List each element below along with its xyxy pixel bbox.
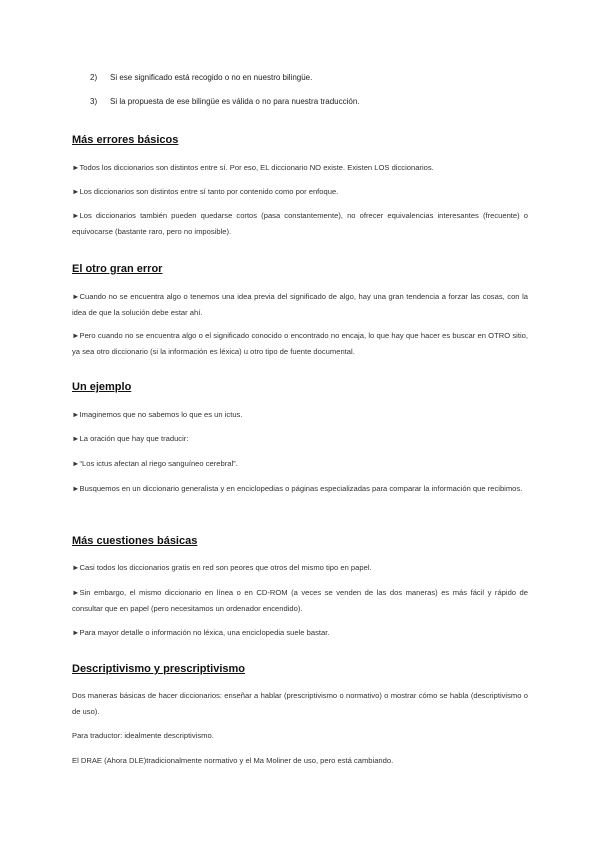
section-heading: El otro gran error (72, 263, 163, 275)
paragraph: ►Busquemos en un diccionario generalista y en enciclopedias o páginas especializadas para comparar la información que recibimos. (72, 484, 523, 493)
paragraph: Para traductor: idealmente descriptivismo. (72, 731, 214, 740)
paragraph: ►Sin embargo, el mismo diccionario en línea o en CD-ROM (a veces se venden de las dos maneras) es más fácil y rápido de consultar que en papel (pero necesitamos un ordenador encendido). (72, 588, 528, 613)
paragraph: ►Todos los diccionarios son distintos entre sí. Por eso, EL diccionario NO existe. Existen LOS diccionarios. (72, 163, 434, 172)
paragraph: ►Los diccionarios también pueden quedarse cortos (pasa constantemente), no ofrecer equivalencias interesantes (frecuente) o equivocarse (bastante raro, pero no imposible). (72, 211, 528, 236)
paragraph: ►Los diccionarios son distintos entre sí tanto por contenido como por enfoque. (72, 187, 339, 196)
section-heading: Descriptivismo y prescriptivismo (72, 663, 246, 675)
paragraph: ►Para mayor detalle o información no léxica, una enciclopedia suele bastar. (72, 628, 330, 637)
paragraph: ►La oración que hay que traducir: (72, 434, 189, 443)
paragraph: ►“Los ictus afectan al riego sanguíneo cerebral”. (72, 459, 238, 468)
item-text: Si ese significado está recogido o no en nuestro bilingüe. (110, 73, 313, 82)
paragraph: El DRAE (Ahora DLE)tradicionalmente normativo y el Ma Moliner de uso, pero está cambiando. (72, 756, 394, 765)
paragraph: ►Cuando no se encuentra algo o tenemos una idea previa del significado de algo, hay una gran tendencia a forzar las cosas, con la idea de que la solución debe estar ahí. (72, 292, 528, 317)
item-number: 2) (90, 73, 98, 82)
paragraph: ►Casi todos los diccionarios gratis en red son peores que otros del mismo tipo en papel. (72, 563, 372, 572)
item-number: 3) (90, 97, 98, 106)
section-heading: Un ejemplo (72, 381, 132, 393)
paragraph: ►Pero cuando no se encuentra algo o el significado conocido o encontrado no encaja, lo que hay que hacer es buscar en OTRO sitio, ya sea otro diccionario (si la información es léxica) u otro tipo de fuente documental. (72, 331, 528, 356)
item-text: Si la propuesta de ese bilingüe es válida o no para nuestra traducción. (110, 97, 360, 106)
paragraph: ►Imaginemos que no sabemos lo que es un ictus. (72, 410, 243, 419)
paragraph: Dos maneras básicas de hacer diccionarios: enseñar a hablar (prescriptivismo o normativo) o mostrar cómo se habla (descriptivismo o de uso). (72, 691, 528, 716)
section-heading: Más errores básicos (72, 134, 179, 146)
section-heading: Más cuestiones básicas (72, 535, 198, 547)
